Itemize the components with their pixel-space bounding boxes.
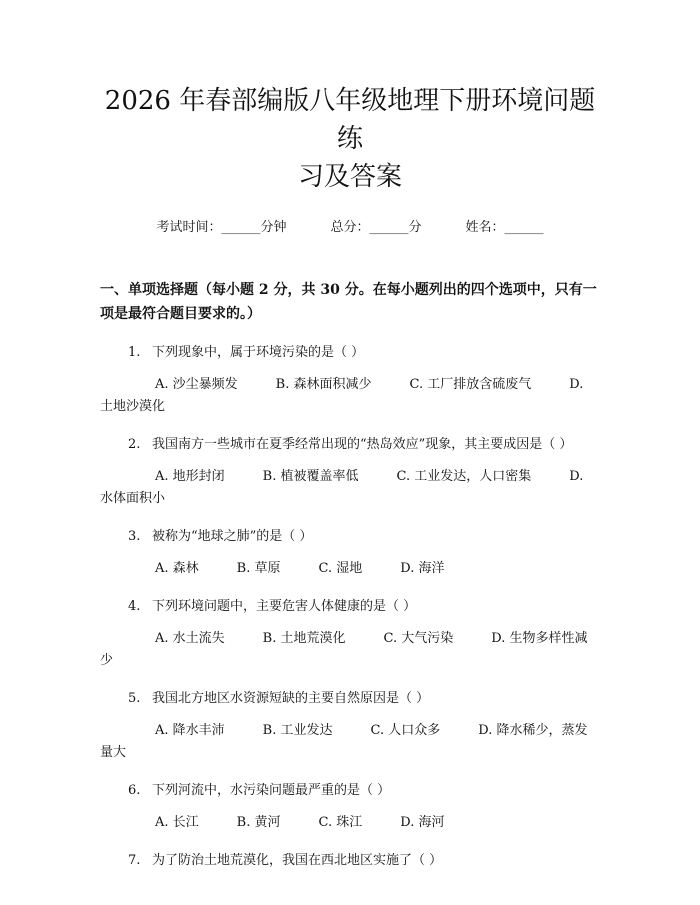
question-number: 4. (128, 599, 141, 614)
question-text: 下列环境问题中，主要危害人体健康的是（ ） (152, 599, 417, 614)
option-b: B. 草原 (236, 561, 281, 576)
question-text: 下列现象中，属于环境污染的是（ ） (152, 345, 365, 360)
question-number: 6. (128, 783, 141, 798)
question-4 (100, 596, 600, 672)
question-number: 5. (128, 691, 141, 706)
question-options (100, 374, 600, 418)
option-c: C. 湿地 (318, 561, 363, 576)
question-number: 1. (128, 345, 141, 360)
option-d: D. 水体面积小 (100, 469, 584, 506)
question-list (100, 342, 600, 872)
question-number: 3. (128, 529, 141, 544)
question-text: 我国南方一些城市在夏季经常出现的“热岛效应”现象，其主要成因是（ ） (152, 437, 573, 452)
question-text: 我国北方地区水资源短缺的主要自然原因是（ ） (152, 691, 430, 706)
question-number: 2. (128, 437, 141, 452)
question-options (100, 720, 600, 764)
option-b: B. 土地荒漠化 (262, 631, 346, 646)
option-d: D. 海洋 (400, 561, 445, 576)
question-options (100, 812, 600, 834)
question-7 (100, 850, 600, 872)
exam-meta (100, 218, 600, 238)
question-options (100, 628, 600, 672)
question-text: 被称为“地球之肺”的是（ ） (152, 529, 313, 544)
question-stem (100, 596, 600, 618)
option-d: D. 生物多样性减少 (100, 631, 588, 668)
option-a: A. 长江 (155, 815, 199, 830)
option-a: A. 水土流失 (155, 631, 225, 646)
title-line-2: 习及答案 (297, 162, 402, 192)
option-d: D. 土地沙漠化 (100, 377, 584, 414)
option-b: B. 森林面积减少 (275, 377, 372, 392)
question-stem (100, 434, 600, 456)
question-stem (100, 780, 600, 802)
question-2 (100, 434, 600, 510)
option-a: A. 降水丰沛 (155, 723, 225, 738)
option-c: C. 人口众多 (370, 723, 441, 738)
question-1 (100, 342, 600, 418)
section-heading: 一、单项选择题（每小题 2 分，共 30 分。在每小题列出的四个选项中，只有一项是最符合题目要求的。） (100, 282, 597, 322)
option-c: C. 珠江 (318, 815, 363, 830)
total-score: 总分：______分 (330, 220, 422, 235)
option-a: A. 沙尘暴频发 (155, 377, 238, 392)
option-b: B. 植被覆盖率低 (262, 469, 359, 484)
question-6 (100, 780, 600, 834)
option-a: A. 森林 (155, 561, 199, 576)
option-c: C. 工业发达，人口密集 (396, 469, 532, 484)
question-text: 为了防治土地荒漠化，我国在西北地区实施了（ ） (152, 853, 443, 868)
question-stem (100, 688, 600, 710)
question-stem (100, 850, 600, 872)
page-title (100, 0, 600, 196)
question-text: 下列河流中，水污染问题最严重的是（ ） (152, 783, 391, 798)
question-options (100, 466, 600, 510)
option-a: A. 地形封闭 (155, 469, 225, 484)
question-3 (100, 526, 600, 580)
option-d: D. 海河 (400, 815, 445, 830)
option-b: B. 黄河 (236, 815, 281, 830)
question-stem (100, 342, 600, 364)
question-number: 7. (128, 853, 141, 868)
option-c: C. 工厂排放含硫废气 (409, 377, 532, 392)
title-line-1: 2026 年春部编版八年级地理下册环境问题练 (104, 86, 596, 154)
exam-time: 考试时间：______分钟 (156, 220, 287, 235)
student-name: 姓名：______ (465, 220, 544, 235)
question-5 (100, 688, 600, 764)
option-b: B. 工业发达 (262, 723, 333, 738)
question-options (100, 558, 600, 580)
question-stem (100, 526, 600, 548)
option-c: C. 大气污染 (383, 631, 454, 646)
option-d: D. 降水稀少，蒸发量大 (100, 723, 588, 760)
